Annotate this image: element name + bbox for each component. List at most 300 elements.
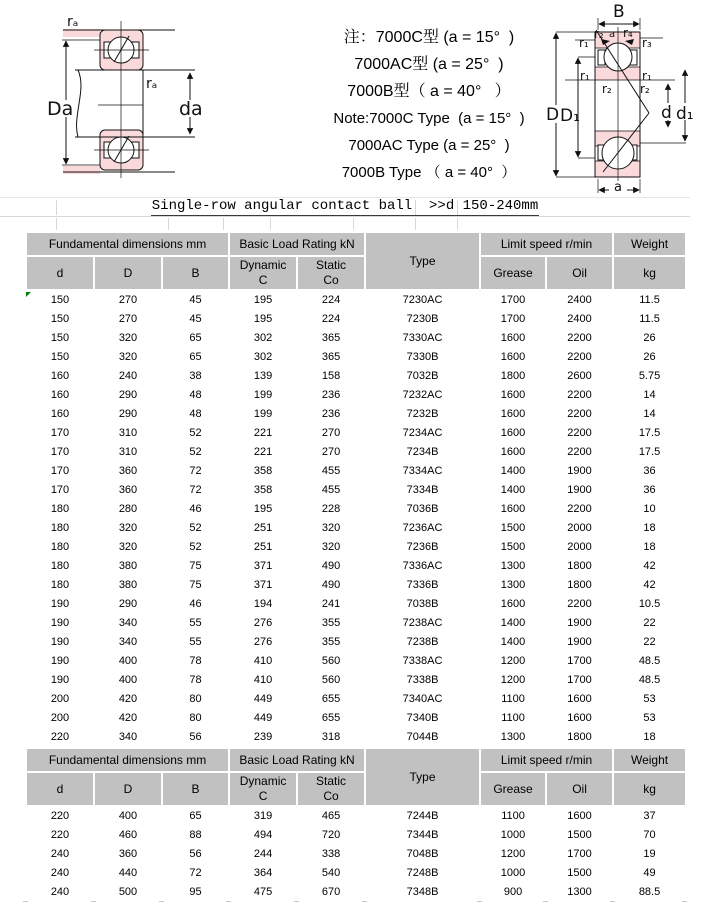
- col-static-co: Static Co: [297, 256, 365, 290]
- cell: 75: [189, 560, 202, 572]
- table-row: [26, 614, 686, 633]
- cell: 1900: [567, 636, 592, 648]
- cell: 7244B: [406, 810, 439, 822]
- label-r2-topleft: r₂: [594, 27, 604, 41]
- cell: 494: [253, 829, 273, 841]
- cell: 449: [253, 712, 273, 724]
- cell: 2000: [567, 541, 592, 553]
- cell: 180: [50, 579, 70, 591]
- cell: 251: [253, 522, 273, 534]
- cell: 7338AC: [402, 655, 443, 667]
- header-group-row: [26, 748, 686, 772]
- cell: 53: [643, 693, 656, 705]
- table-row: [26, 652, 686, 671]
- cell: 1200: [500, 674, 526, 686]
- cell: 2200: [567, 351, 592, 363]
- grid-tick: [294, 901, 299, 902]
- cell: 360: [118, 465, 138, 477]
- cell: 320: [321, 541, 341, 553]
- cell: 320: [118, 332, 138, 344]
- cell: 52: [189, 427, 202, 439]
- cell: 2200: [567, 598, 592, 610]
- cell: 7236B: [406, 541, 439, 553]
- col-group-weight: Weight: [613, 232, 686, 256]
- cell: 139: [253, 370, 273, 382]
- col-type: Type: [365, 748, 480, 806]
- col-dynamic-c: Dynamic C: [229, 256, 297, 290]
- cell: 88.5: [638, 886, 661, 898]
- label-r1-midleft: r₁: [580, 69, 590, 83]
- cell: 7330B: [406, 351, 439, 363]
- cell: 17.5: [638, 427, 661, 439]
- cell: 221: [253, 427, 273, 439]
- cell: 26: [643, 351, 656, 363]
- cell: 55: [189, 636, 202, 648]
- cell: 190: [50, 617, 70, 629]
- label-Da: Da: [47, 98, 74, 120]
- cell: 48.5: [638, 674, 661, 686]
- cell: 319: [253, 810, 273, 822]
- cell: 224: [321, 294, 341, 306]
- cell: 160: [50, 370, 70, 382]
- cell: 65: [189, 351, 202, 363]
- cell: 7340AC: [402, 693, 443, 705]
- cell: 475: [253, 886, 273, 898]
- table-title-text: Single-row angular contact ball >>d 150-240mm: [151, 198, 539, 214]
- cell: 236: [321, 389, 341, 401]
- cell: 7334AC: [402, 465, 443, 477]
- col-d: d: [26, 256, 94, 290]
- cell: 460: [118, 829, 138, 841]
- cell: 270: [321, 427, 341, 439]
- cell: 18: [643, 731, 656, 743]
- cell: 37: [643, 810, 656, 822]
- cell: 1100: [501, 810, 525, 822]
- cell: 7330AC: [402, 332, 443, 344]
- cell: 320: [321, 522, 341, 534]
- cell: 1300: [500, 579, 526, 591]
- label-a-small: a: [609, 29, 616, 40]
- green-corner-marker: [26, 292, 31, 297]
- cell: 160: [50, 389, 70, 401]
- faint-gridline: [415, 218, 416, 230]
- cell: 240: [118, 370, 138, 382]
- cell: 56: [189, 731, 202, 743]
- cell: 340: [118, 731, 138, 743]
- cell: 365: [321, 351, 341, 363]
- table-row: [26, 709, 686, 728]
- faint-gridline: [223, 218, 224, 230]
- header-group-row: [26, 232, 686, 256]
- label-D1: D₁: [560, 106, 580, 126]
- col-oil: Oil: [546, 256, 613, 290]
- cell: 1500: [500, 541, 526, 553]
- cell: 1000: [500, 829, 526, 841]
- cell: 200: [50, 693, 70, 705]
- cell: 72: [189, 867, 202, 879]
- label-r4: r₄: [623, 26, 633, 40]
- col-dynamic-c: Dynamic C: [229, 772, 297, 806]
- cell: 7036B: [406, 503, 439, 515]
- cell: 7348B: [406, 886, 439, 898]
- table-body-section-1: [26, 290, 686, 748]
- mounting-dimensions-diagram: [45, 8, 245, 188]
- col-D: D: [94, 772, 162, 806]
- cell: 22: [643, 636, 656, 648]
- grid-tick: [682, 901, 687, 902]
- faint-gridline: [168, 218, 169, 230]
- table-header-block-1: [26, 232, 686, 290]
- cell: 7232B: [406, 408, 439, 420]
- cell: 1400: [500, 465, 526, 477]
- table-row: [26, 671, 686, 690]
- cell: 49: [643, 867, 656, 879]
- cell: 190: [50, 674, 70, 686]
- cell: 170: [50, 446, 70, 458]
- cell: 22: [643, 617, 656, 629]
- cell: 1400: [500, 636, 526, 648]
- cell: 221: [253, 446, 273, 458]
- cell: 1800: [567, 731, 592, 743]
- bearing-spec-table: [25, 231, 687, 902]
- cell: 190: [50, 598, 70, 610]
- cell: 150: [50, 294, 70, 306]
- cell: 2600: [567, 370, 592, 382]
- cell: 380: [118, 579, 138, 591]
- cell: 150: [50, 332, 70, 344]
- grid-tick: [23, 901, 28, 902]
- cell: 42: [643, 560, 656, 572]
- cell: 490: [321, 560, 341, 572]
- cell: 200: [50, 712, 70, 724]
- cell: 11.5: [639, 313, 660, 325]
- cell: 19: [643, 848, 656, 860]
- cell: 1300: [500, 560, 526, 572]
- cell: 180: [50, 503, 70, 515]
- cell: 1700: [500, 313, 526, 325]
- cell: 440: [118, 867, 138, 879]
- col-kg: kg: [613, 256, 686, 290]
- cell: 45: [189, 313, 202, 325]
- cell: 270: [118, 294, 138, 306]
- cell: 900: [503, 886, 523, 898]
- cell: 1600: [500, 408, 526, 420]
- cell: 455: [321, 484, 341, 496]
- cell: 302: [253, 332, 273, 344]
- cell: 240: [50, 867, 70, 879]
- faint-gridline: [457, 218, 458, 230]
- table-row: [26, 883, 686, 902]
- cell: 2200: [567, 427, 592, 439]
- cell: 244: [253, 848, 273, 860]
- cell: 36: [643, 465, 656, 477]
- col-static-co: Static Co: [297, 772, 365, 806]
- cell: 2000: [567, 522, 592, 534]
- cell: 655: [321, 712, 341, 724]
- cell: 236: [321, 408, 341, 420]
- cell: 52: [189, 446, 202, 458]
- cell: 5.75: [638, 370, 661, 382]
- cell: 420: [118, 712, 138, 724]
- cell: 1600: [500, 446, 526, 458]
- cell: 1500: [567, 867, 592, 879]
- grid-tick: [543, 901, 548, 902]
- cell: 17.5: [638, 446, 661, 458]
- cell: 365: [321, 332, 341, 344]
- cell: 7338B: [406, 674, 439, 686]
- cell: 1300: [500, 731, 526, 743]
- cell: 1600: [500, 503, 526, 515]
- table-row: [26, 290, 686, 310]
- cell: 7336B: [406, 579, 439, 591]
- cell: 290: [118, 598, 138, 610]
- cell: 500: [118, 886, 138, 898]
- cell: 55: [189, 617, 202, 629]
- grid-tick: [91, 901, 96, 902]
- grid-tick: [362, 901, 367, 902]
- cell: 1200: [500, 848, 526, 860]
- cell: 290: [118, 389, 138, 401]
- cell: 11.5: [639, 294, 660, 306]
- faint-gridline: [353, 218, 354, 230]
- cell: 320: [118, 351, 138, 363]
- label-r2-midright: r₂: [640, 82, 650, 96]
- cell: 72: [189, 484, 202, 496]
- cell: 7344B: [406, 829, 439, 841]
- cell: 7230AC: [402, 294, 443, 306]
- cell: 241: [321, 598, 341, 610]
- cell: 1700: [567, 655, 592, 667]
- cell: 280: [118, 503, 138, 515]
- cell: 150: [50, 351, 70, 363]
- cell: 490: [321, 579, 341, 591]
- cell: 276: [253, 617, 273, 629]
- cell: 1600: [500, 351, 526, 363]
- col-oil: Oil: [546, 772, 613, 806]
- cell: 1500: [567, 829, 592, 841]
- cell: 195: [253, 313, 273, 325]
- table-row: [26, 462, 686, 481]
- cell: 199: [253, 408, 273, 420]
- table-row: [26, 595, 686, 614]
- table-row: [26, 424, 686, 443]
- cell: 2200: [567, 446, 592, 458]
- col-group-weight: Weight: [613, 748, 686, 772]
- cell: 190: [50, 655, 70, 667]
- cell: 400: [118, 810, 138, 822]
- faint-gridline: [56, 218, 57, 230]
- cell: 276: [253, 636, 273, 648]
- cell: 240: [50, 848, 70, 860]
- table-row: [26, 348, 686, 367]
- cell: 195: [253, 294, 273, 306]
- cell: 1900: [567, 484, 592, 496]
- cell: 355: [321, 636, 341, 648]
- cell: 10: [643, 503, 656, 515]
- label-d1: d₁: [676, 104, 694, 124]
- col-group-fundamental-dimensions: Fundamental dimensions mm: [26, 232, 229, 256]
- note-line: 7000B型（ a = 40° ）: [347, 83, 511, 100]
- table-row: [26, 826, 686, 845]
- cell: 78: [189, 674, 202, 686]
- note-line: Note:7000C Type (a = 15° ): [333, 110, 525, 127]
- table-row: [26, 405, 686, 424]
- label-ra-mid: rₐ: [146, 76, 158, 92]
- table-row: [26, 690, 686, 709]
- cell: 18: [643, 541, 656, 553]
- table-row: [26, 443, 686, 462]
- cell: 7048B: [406, 848, 439, 860]
- cell: 42: [643, 579, 656, 591]
- table-body-section-2: [26, 806, 686, 902]
- cell: 26: [643, 332, 656, 344]
- cell: 358: [253, 465, 273, 477]
- cell: 7234AC: [402, 427, 443, 439]
- table-row: [26, 310, 686, 329]
- cell: 1100: [501, 712, 525, 724]
- col-d: d: [26, 772, 94, 806]
- col-kg: kg: [613, 772, 686, 806]
- cell: 1700: [500, 294, 526, 306]
- col-group-basic-load-rating: Basic Load Rating kN: [229, 232, 365, 256]
- cell: 14: [643, 389, 656, 401]
- cell: 1900: [567, 465, 592, 477]
- label-ra-top: rₐ: [67, 14, 79, 30]
- cell: 95: [189, 886, 202, 898]
- cell: 1100: [501, 693, 525, 705]
- cell: 1800: [567, 579, 592, 591]
- cell: 560: [321, 674, 341, 686]
- cell: 1700: [567, 848, 592, 860]
- label-D: D: [546, 105, 560, 125]
- table-row: [26, 806, 686, 826]
- grid-tick: [477, 901, 482, 902]
- cell: 420: [118, 693, 138, 705]
- cell: 160: [50, 408, 70, 420]
- cell: 7234B: [406, 446, 439, 458]
- cell: 170: [50, 427, 70, 439]
- cell: 318: [321, 731, 341, 743]
- cell: 7236AC: [402, 522, 443, 534]
- table-row: [26, 538, 686, 557]
- table-row: [26, 576, 686, 595]
- col-group-fundamental-dimensions: Fundamental dimensions mm: [26, 748, 229, 772]
- table-row: [26, 519, 686, 538]
- cell: 449: [253, 693, 273, 705]
- col-B: B: [162, 772, 229, 806]
- cell: 1600: [500, 598, 526, 610]
- table-row: [26, 864, 686, 883]
- table-row: [26, 845, 686, 864]
- cell: 80: [189, 712, 202, 724]
- cell: 400: [118, 655, 138, 667]
- cell: 655: [321, 693, 341, 705]
- cell: 190: [50, 636, 70, 648]
- cell: 10.5: [638, 598, 661, 610]
- cell: 240: [50, 886, 70, 898]
- cell: 358: [253, 484, 273, 496]
- cell: 251: [253, 541, 273, 553]
- cell: 1400: [500, 484, 526, 496]
- cell: 310: [118, 446, 138, 458]
- bearing-section-diagram: [545, 0, 707, 200]
- table-row: [26, 386, 686, 405]
- cell: 220: [50, 829, 70, 841]
- cell: 78: [189, 655, 202, 667]
- cell: 53: [643, 712, 656, 724]
- header-sub-row: [26, 256, 686, 290]
- cell: 150: [50, 313, 70, 325]
- cell: 310: [118, 427, 138, 439]
- cell: 220: [50, 731, 70, 743]
- cell: 38: [189, 370, 202, 382]
- cell: 2400: [567, 294, 592, 306]
- cell: 2200: [567, 408, 592, 420]
- cell: 1400: [500, 617, 526, 629]
- grid-tick: [159, 901, 164, 902]
- label-r3: r₃: [642, 36, 652, 50]
- cell: 1600: [567, 712, 592, 724]
- cell: 410: [253, 674, 273, 686]
- cell: 80: [189, 693, 202, 705]
- table-header-block-2: [26, 748, 686, 806]
- cell: 199: [253, 389, 273, 401]
- cell: 180: [50, 541, 70, 553]
- cell: 239: [253, 731, 273, 743]
- label-r2-midleft: r₂: [602, 82, 612, 96]
- cell: 290: [118, 408, 138, 420]
- cell: 380: [118, 560, 138, 572]
- label-r1-midright: r₁: [642, 69, 652, 83]
- cell: 465: [321, 810, 341, 822]
- table-row: [26, 557, 686, 576]
- cell: 355: [321, 617, 341, 629]
- note-line: 7000AC Type (a = 25° ): [348, 137, 510, 154]
- cell: 7340B: [406, 712, 439, 724]
- cell: 371: [253, 560, 273, 572]
- cell: 7038B: [406, 598, 439, 610]
- cell: 2200: [567, 332, 592, 344]
- cell: 7336AC: [402, 560, 443, 572]
- cell: 36: [643, 484, 656, 496]
- cell: 46: [189, 503, 202, 515]
- cell: 1800: [567, 560, 592, 572]
- table-row: [26, 728, 686, 748]
- note-line: 注：7000C型 (a = 15° ): [343, 29, 515, 46]
- table-row: [26, 633, 686, 652]
- cell: 18: [643, 522, 656, 534]
- cell: 48.5: [638, 655, 661, 667]
- cell: 410: [253, 655, 273, 667]
- cell: 1900: [567, 617, 592, 629]
- table-row: [26, 481, 686, 500]
- cell: 455: [321, 465, 341, 477]
- cell: 7238AC: [402, 617, 443, 629]
- faint-gridline: [270, 218, 271, 230]
- cell: 180: [50, 522, 70, 534]
- cell: 170: [50, 484, 70, 496]
- header-sub-row: [26, 772, 686, 806]
- note-line: 7000B Type （ a = 40° ）: [341, 164, 517, 181]
- cell: 1700: [567, 674, 592, 686]
- cell: 7238B: [406, 636, 439, 648]
- type-notes: [298, 24, 560, 186]
- cell: 180: [50, 560, 70, 572]
- table-row: [26, 367, 686, 386]
- cell: 371: [253, 579, 273, 591]
- cell: 364: [253, 867, 273, 879]
- cell: 14: [643, 408, 656, 420]
